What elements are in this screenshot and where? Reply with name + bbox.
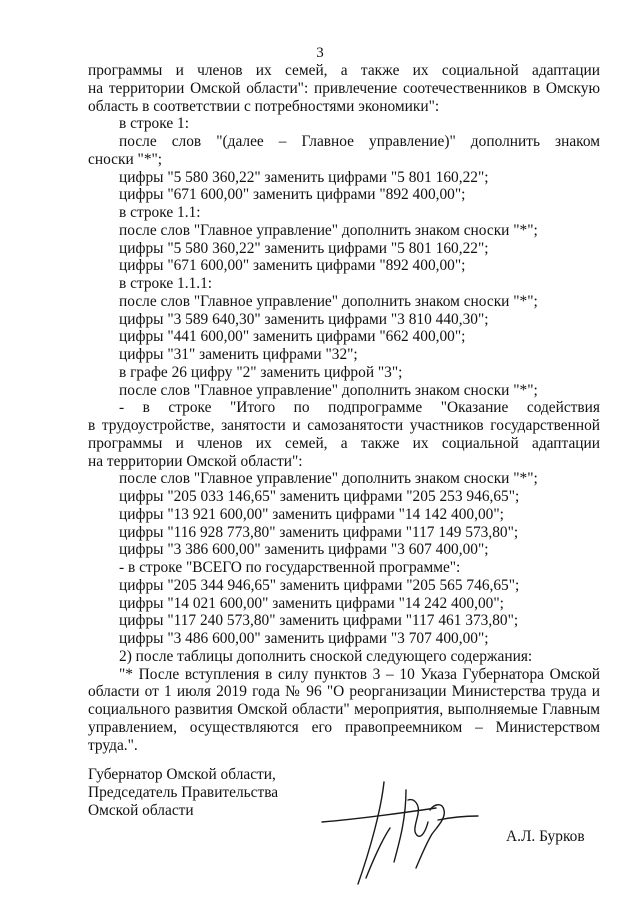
text-line: программы и членов их семей, а также их социальной адаптации [88,62,600,79]
text-line: цифры "441 600,00" заменить цифрами "662 400,00"; [119,328,466,346]
signature-stroke [358,782,384,884]
text-line: цифры "3 589 640,30" заменить цифрами "3 810 440,30"; [119,310,489,328]
signatory-title-line-1: Губернатор Омской области, [88,766,276,783]
text-line: цифры "116 928 773,80" заменить цифрами "117 149 573,80"; [119,523,519,541]
text-line: области от 1 июля 2019 года № 96 "О реорганизации Министерства труда и [88,683,600,701]
text-line: - в строке "Итого по подпрограмме "Оказание содействия [119,399,600,417]
text-line: "* После вступления в силу пунктов 3 – 10 Указа Губернатора Омской [119,665,600,683]
text-line: сноски "*"; [88,150,163,168]
text-line: социального развития Омской области" мероприятия, выполняемые Главным [88,701,600,718]
text-line: после слов "Главное управление" дополнить знаком сноски "*"; [119,292,538,310]
text-line: цифры "671 600,00" заменить цифрами "892 400,00"; [119,257,466,275]
text-line: цифры "14 021 600,00" заменить цифрами "14 242 400,00"; [119,594,504,612]
signatory-title [88,766,278,820]
text-line: цифры "3 486 600,00" заменить цифрами "3 707 400,00"; [119,630,489,647]
document-body [88,62,600,754]
text-line: - в строке "ВСЕГО по государственной программе": [119,559,461,576]
text-line: в строке 1: [119,115,189,133]
text-line: цифры "5 580 360,22" заменить цифрами "5 801 160,22"; [119,168,489,186]
text-line: 2) после таблицы дополнить сноской следующего содержания: [119,647,533,665]
text-line: цифры "205 033 146,65" заменить цифрами "205 253 946,65"; [119,488,520,505]
text-line: после слов "Главное управление" дополнить знаком сноски "*"; [119,221,538,239]
handwritten-signature [318,770,488,888]
text-line: цифры "13 921 600,00" заменить цифрами "14 142 400,00"; [119,505,504,523]
text-line: труда.". [88,736,138,754]
signature-stroke [366,828,390,878]
text-line: область в соответствии с потребностями экономики": [88,97,440,115]
text-line: на территории Омской области": привлечение соотечественников в Омскую [88,79,600,97]
page-number: 3 [316,45,324,61]
signatory-title-line-3: Омской области [88,802,194,819]
text-line: в строке 1.1.1: [119,275,213,292]
signatory-name: А.Л. Бурков [506,828,585,845]
text-line: цифры "117 240 573,80" заменить цифрами "117 461 373,80"; [119,612,519,630]
text-line: после слов "Главное управление" дополнить знаком сноски "*"; [119,470,538,488]
text-line: после слов "Главное управление" дополнить знаком сноски "*"; [119,381,538,399]
text-line: в трудоустройстве, занятости и самозанятости участников государственной [88,417,600,434]
text-line: в графе 26 цифру "2" заменить цифрой "3"; [119,363,403,381]
text-line: цифры "5 580 360,22" заменить цифрами "5 801 160,22"; [119,239,489,257]
text-line: на территории Омской области": [88,452,303,470]
signatory-title-line-2: Председатель Правительства [88,784,279,801]
text-line: цифры "671 600,00" заменить цифрами "892 400,00"; [119,186,466,204]
text-line: программы и членов их семей, а также их социальной адаптации [88,434,600,452]
text-line: цифры "205 344 946,65" заменить цифрами "205 565 746,65"; [119,576,520,594]
text-line: управлением, осуществляются его правопреемником – Министерством [88,718,600,736]
signature-stroke [408,800,428,837]
text-line: после слов "(далее – Главное управление)" дополнить знаком [119,133,600,150]
text-line: в строке 1.1: [119,204,201,221]
text-line: цифры "3 386 600,00" заменить цифрами "3 607 400,00"; [119,541,489,559]
text-line: цифры "31" заменить цифрами "32"; [119,346,358,363]
signature-stroke [394,790,406,862]
